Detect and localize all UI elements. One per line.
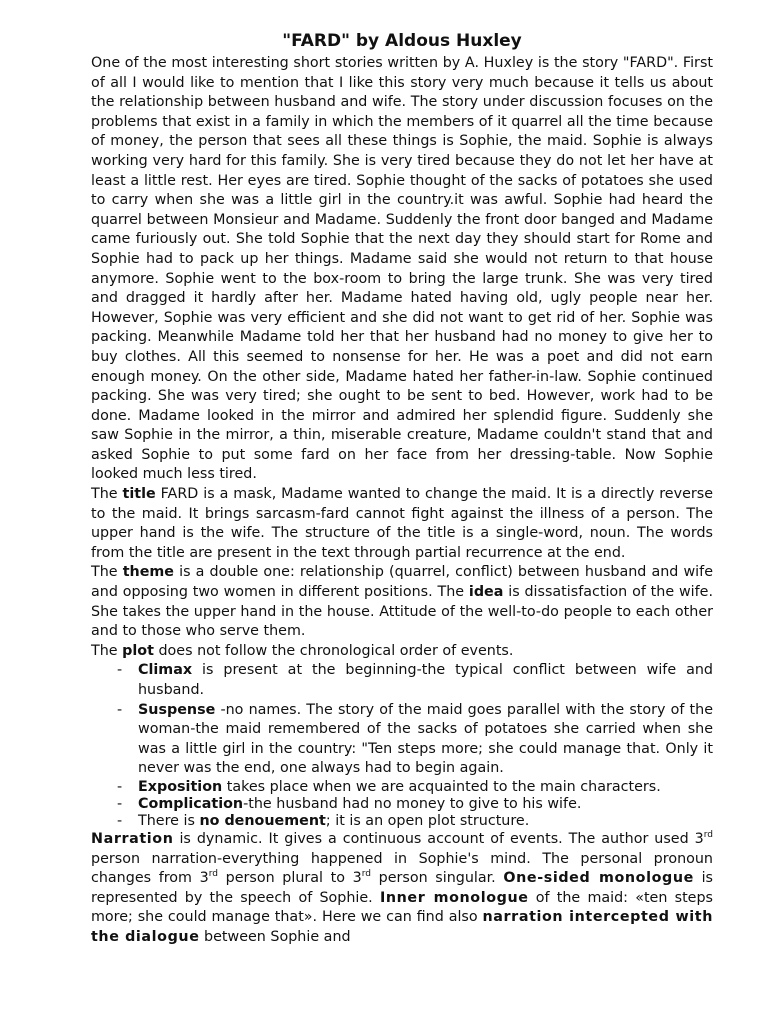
plot-list — [91, 661, 713, 830]
plot-item-term: Complication — [138, 795, 244, 812]
one-sided-monologue-term: One-sided monologue — [503, 870, 694, 887]
plot-item-term: Exposition — [138, 778, 223, 795]
plot-item-denouement — [117, 813, 713, 830]
narration-text-5: is represented by the speech of Sophie. — [91, 870, 713, 906]
narration-text-7: between Sophie and — [199, 928, 351, 945]
plot-text: does not follow the chronological order of events. — [153, 642, 514, 659]
theme-paragraph — [91, 563, 713, 641]
title-paragraph — [91, 485, 713, 563]
narration-text-2: person narration-everything happened in Sophie's mind. The personal pronoun changes from 3 — [91, 850, 713, 887]
plot-lead: The — [91, 642, 123, 659]
intercepted-narration-term: narration intercepted with the dialogue — [91, 909, 713, 945]
plot-item-text: -no names. The story of the maid goes parallel with the story of the woman-the maid remembered of the sacks of potatoes she carried when she was a little girl in the country: "Ten steps more; she could manage that. Only it never was the end, one always had to begin again. — [138, 701, 713, 777]
title-text: FARD is a mask, Madame wanted to change the maid. It is a directly reverse to the maid. It brings sarcasm-fard cannot fight against the illness of a person. The upper hand is the wife. The structure of the title is a single-word, noun. The words from the title are present in the text through partial recurrence at the end. — [91, 486, 713, 561]
title-term: title — [122, 486, 156, 503]
ordinal-suffix: rd — [703, 830, 713, 841]
plot-paragraph — [91, 642, 713, 662]
title-lead: The — [91, 486, 123, 503]
idea-text: is dissatisfaction of the wife. She takes the upper hand in the house. Attitude of the well-to-do people to each other and to those who serve them. — [91, 584, 713, 640]
inner-monologue-term: Inner monologue — [379, 889, 529, 906]
denouement-text: ; it is an open plot structure. — [325, 812, 530, 829]
plot-item-complication — [117, 796, 713, 813]
narration-text-3: person plural to 3 — [217, 870, 362, 887]
ordinal-suffix: rd — [361, 869, 371, 880]
idea-term: idea — [468, 584, 504, 601]
narration-text-1: is dynamic. It gives a continuous account of events. The author used 3 — [173, 830, 704, 847]
narration-text-6: of the maid: «ten steps more; she could manage that». Here we can find also — [91, 889, 713, 926]
denouement-term: no denouement — [199, 812, 326, 829]
plot-item-suspense — [117, 701, 713, 779]
theme-lead: The — [91, 564, 123, 581]
plot-item-term: Suspense — [138, 701, 216, 718]
theme-text: is a double one: relationship (quarrel, conflict) between husband and wife and opposing two women in different positions. The — [91, 564, 713, 601]
plot-term: plot — [122, 642, 154, 659]
ordinal-suffix: rd — [208, 869, 218, 880]
plot-item-text: is present at the beginning-the typical conflict between wife and husband. — [138, 662, 713, 698]
plot-item-climax — [117, 661, 713, 700]
plot-item-text: -the husband had no money to give to his wife. — [243, 795, 582, 812]
narration-paragraph — [91, 830, 713, 948]
intro-paragraph: One of the most interesting short stories written by A. Huxley is the story "FARD". First of all I would like to mention that I like this story very much because it tells us about the relationship between husband and wife. The story under discussion focuses on the problems that exist in a family in which the members of it quarrel all the time because of money, the person that sees all these things is Sophie, the maid. Sophie is always working very hard for this family. She is very tired because they do not let her have at least a little rest. Her eyes are tired. Sophie thought of the sacks of potatoes she used to carry when she was a little girl in the country.it was awful. Sophie had heard the quarrel between Monsieur and Madame. Suddenly the front door banged and Madame came furiously out. She told Sophie that the next day they should start for Rome and Sophie had to pack up her things. Madame said she would not return to that house anymore. Sophie went to the box-room to bring the large trunk. She was very tired and dragged it hardly after her. Madame hated having old, ugly people near her. However, Sophie was very efficient and she did not want to get rid of her. Sophie was packing. Meanwhile Madame told her that her husband had no money to give her to buy clothes. All this seemed to nonsense for her. He was a poet and did not earn enough money. On the other side, Madame hated her father-in-law. Sophie continued packing. She was very tired; she ought to be sent to bed. However, work had to be done. Madame looked in the mirror and admired her splendid figure. Suddenly she saw Sophie in the mirror, a thin, miserable creature, Madame couldn't stand that and asked Sophie to put some fard on her face from her dressing-table. Now Sophie looked much less tired. — [91, 55, 713, 483]
plot-item-term: Climax — [138, 662, 193, 679]
document-title: "FARD" by Aldous Huxley — [282, 31, 522, 51]
plot-item-text: takes place when we are acquainted to the main characters. — [222, 778, 661, 795]
theme-term: theme — [122, 564, 175, 581]
narration-term: Narration — [91, 830, 174, 847]
narration-text-4: person singular. — [370, 870, 504, 887]
plot-item-exposition — [117, 779, 713, 796]
document-page — [91, 30, 713, 948]
denouement-lead: There is — [138, 812, 200, 829]
